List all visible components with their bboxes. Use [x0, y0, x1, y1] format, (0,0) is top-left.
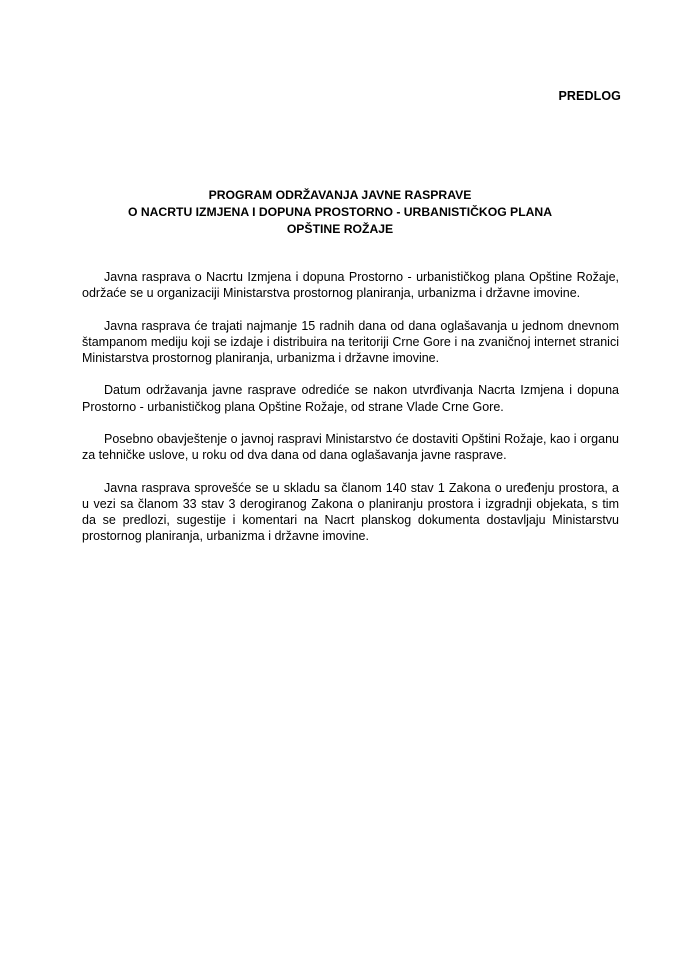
document-label: PREDLOG: [558, 89, 621, 103]
document-title: [60, 187, 620, 238]
body-paragraph: Javna rasprava sprovešće se u skladu sa članom 140 stav 1 Zakona o uređenju prostora, a u vezi sa članom 33 stav 3 derogiranog Zakona o planiranju prostora i izgradnji objekata, s tim da se predlozi, sugestije i komentari na Nacrt planskog dokumenta dostavljaju Ministarstvu prostornog planiranja, urbanizma i državne imovine.: [82, 480, 619, 544]
title-line: OPŠTINE ROŽAJE: [286, 222, 394, 236]
body-paragraph: Javna rasprava će trajati najmanje 15 radnih dana od dana oglašavanja u jednom dnevnom štampanom mediju koji se izdaje i distribuira na teritoriji Crne Gore i na zvaničnoj internet stranici Ministarstva prostornog planiranja, urbanizma i državne imovine.: [82, 318, 619, 365]
body-paragraph: Posebno obavještenje o javnoj raspravi Ministarstvo će dostaviti Opštini Rožaje, kao i organu za tehničke uslove, u roku od dva dana od dana oglašavanja javne rasprave.: [82, 431, 619, 463]
title-line: PROGRAM ODRŽAVANJA JAVNE RASPRAVE: [208, 188, 472, 202]
body-paragraph: Javna rasprava o Nacrtu Izmjena i dopuna Prostorno - urbanističkog plana Opštine Rožaje, održaće se u organizaciji Ministarstva prostornog planiranja, urbanizma i državne imovine.: [82, 270, 619, 301]
document-body: [82, 269, 619, 561]
title-line: O NACRTU IZMJENA I DOPUNA PROSTORNO - URBANISTIČKOG PLANA: [127, 205, 553, 219]
body-paragraph: Datum održavanja javne rasprave odrediće se nakon utvrđivanja Nacrta Izmjena i dopuna Prostorno - urbanističkog plana Opštine Rožaje, od strane Vlade Crne Gore.: [82, 383, 619, 414]
